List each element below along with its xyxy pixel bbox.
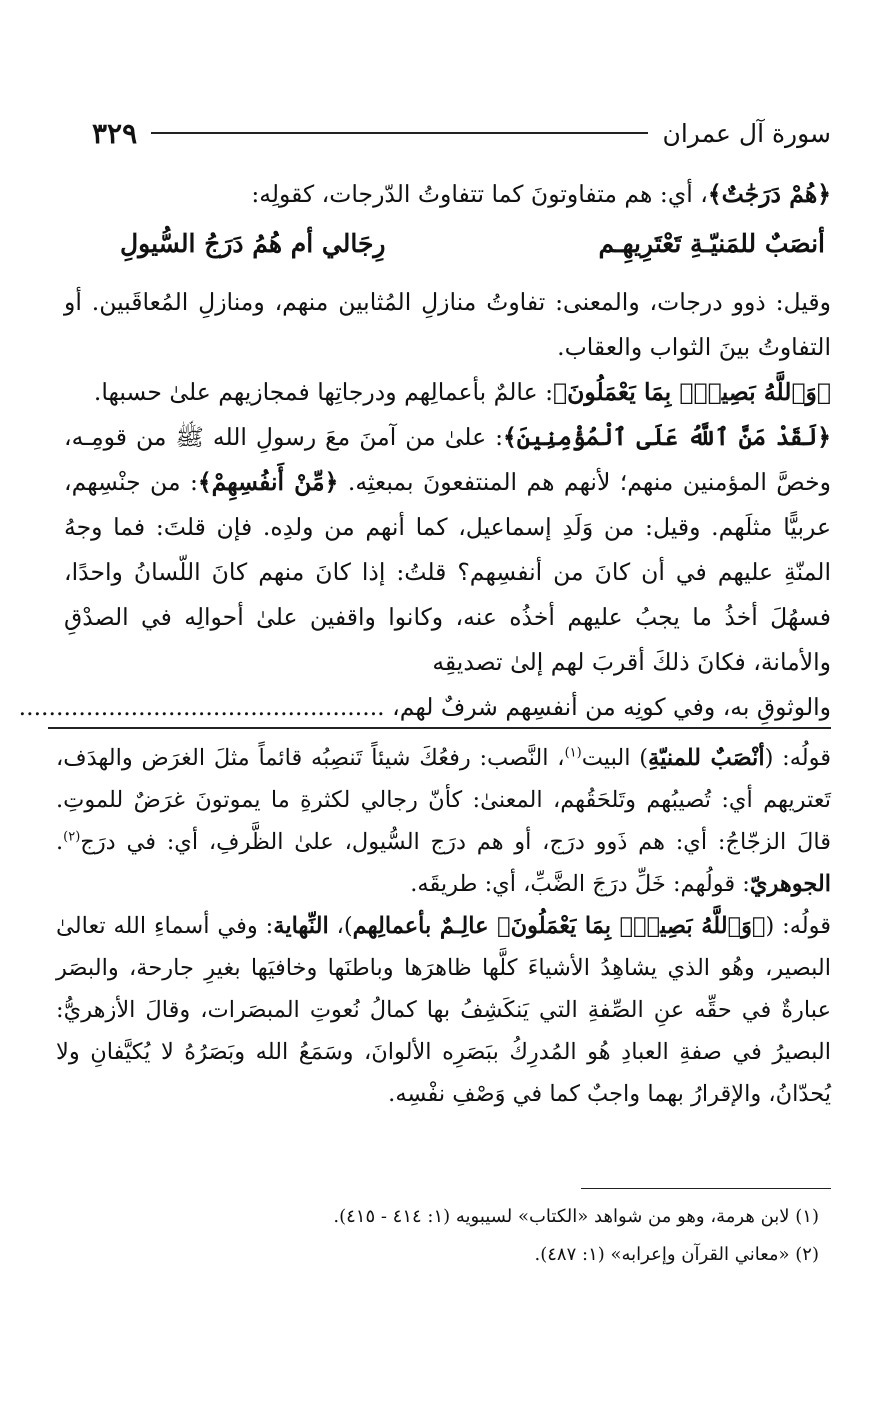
footnotes bbox=[60, 1198, 819, 1274]
commentary-lemma: ﴿وَٱللَّهُ بَصِيرٌۢ بِمَا يَعْمَلُونَ﴾ عالِـمٌ بأعمالِهم bbox=[352, 913, 766, 939]
commentary-text: )، bbox=[328, 913, 353, 939]
commentary-text: . bbox=[56, 829, 64, 855]
main-text bbox=[18, 172, 831, 730]
commentary-text: : وفي أسماءِ الله تعالىٰ البصير، وهُو الذي يشاهِدُ الأشياءَ كلَّها ظاهرَها وباطنَها وخافيَها بغيرِ جارحة، والبصَر عبارةٌ في حقِّه عنِ الصِّفةِ التي يَنكَشِفُ بها كمالُ نُعوتِ المبصَرات، وقالَ الأزهريُّ: البصيرُ في صفةِ العبادِ هُو المُدرِكُ ببَصَرِه الألوانَ، وسَمَعُ الله وبَصَرُهُ لا يُكيَّفانِ ولا يُحدّانُ، والإقرارُ بهما واجبٌ كما في وَصْفِ نفْسِه. bbox=[56, 913, 831, 1107]
main-text-span: ، أي: هم متفاوتونَ كما تتفاوتُ الدّرجات، كقولِه: bbox=[251, 180, 708, 208]
main-text-span: : عالمٌ بأعمالِهم ودرجاتِها فمجازيهم علىٰ حسبها. bbox=[93, 378, 554, 406]
main-text-span: : علىٰ من آمنَ معَ رسولِ الله ﷺ من قومِـه، وخصَّ المؤمنين منهم؛ لأنهم هم المنتفعونَ بمبعثِه. bbox=[64, 423, 831, 496]
footnote-rule bbox=[581, 1188, 831, 1189]
commentary-text: ) البيت bbox=[581, 745, 649, 771]
main-paragraph-5 bbox=[64, 415, 831, 685]
commentary-paragraph-1 bbox=[56, 737, 831, 905]
poetry-hemistich-right: أنصَبٌ للمَنيّـةِ تَعْتَرِيهِـم bbox=[598, 229, 825, 258]
footnote-ref-2[interactable]: (٢) bbox=[63, 829, 81, 845]
commentary-text: قولُه: ( bbox=[765, 913, 831, 939]
quran-verse: ﴿مِّنْ أَنفُسِهِمْ﴾ bbox=[197, 468, 339, 496]
main-paragraph-4 bbox=[64, 370, 831, 415]
poetry-verse bbox=[64, 217, 831, 280]
commentary-paragraph-2 bbox=[56, 905, 831, 1115]
poetry-hemistich-left: رِجَالي أم هُمُ دَرَجُ السُّيولِ bbox=[120, 229, 386, 258]
source-name: النِّهاية bbox=[273, 913, 329, 939]
continuation-line bbox=[18, 685, 831, 730]
footnote-ref-1[interactable]: (١) bbox=[564, 745, 582, 761]
page-number: ٣٢٩ bbox=[92, 116, 138, 150]
main-paragraph-1 bbox=[64, 172, 831, 217]
commentary-lemma: أنْصَبٌ للمنيّةِ bbox=[648, 745, 765, 771]
quran-verse: ﴿لَقَدْ مَنَّ ٱللَّهُ عَلَى ٱلْمُؤْمِنِينَ﴾ bbox=[503, 423, 831, 451]
main-text-span: : من جنْسِهم، عربيًّا مثلَهم. وقيل: من وَلَدِ إسماعيل، كما أنهم من ولدِه. فإن قلتَ: فما وجهُ المنّةِ عليهم في أن كانَ من أنفسِهم؟ قلتُ: إذا كانَ منهم كانَ اللّسانُ واحدًا، فسهُلَ أخذُ ما يجبُ عليهم أخذُه عنه، وكانوا واقفين علىٰ أحوالِه في الصدْقِ والأمانة، فكانَ ذلكَ أقربَ لهم إلىٰ تصديقِه bbox=[64, 468, 831, 676]
commentary-section bbox=[56, 737, 831, 1115]
continuation-dots: ................................................. bbox=[18, 693, 385, 721]
main-text-span: والوثوقِ به، وفي كونِه من أنفسِهم شرفٌ لهم، bbox=[392, 693, 831, 721]
quran-verse: ﴿هُمْ دَرَجَٰتٌ﴾ bbox=[707, 180, 831, 208]
footnote-2: (٢) «معاني القرآن وإعرابه» (١: ٤٨٧). bbox=[534, 1244, 819, 1265]
footnote-1: (١) لابن هرمة، وهو من شواهد «الكتاب» لسيبويه (١: ٤١٤ - ٤١٥). bbox=[333, 1206, 819, 1227]
commentary-text: ، النَّصب: رفعُكَ شيئاً تَنصِبُه قائماً مثلَ الغرَض والهدَف، تَعتريهم أي: تُصيبُهم وتَلحَقُهم، المعنىٰ: كأنّ رجالي لكثرةِ ما يموتونَ غرَضٌ للموتِ. قالَ الزجّاجُ: أي: هم ذَوو درَج، أو هم درَج السُّيول، علىٰ الظَّرفِ، أي: في درَج bbox=[56, 745, 831, 855]
commentary-text: قولُه: ( bbox=[764, 745, 832, 771]
main-paragraph-3: وقيل: ذوو درجات، والمعنى: تفاوتُ منازلِ المُثابين منهم، ومنازلِ المُعاقَبين. أو التفاوتُ بينَ الثواب والعقاب. bbox=[64, 288, 831, 361]
header-rule bbox=[151, 132, 648, 134]
source-name: الجوهريّ bbox=[749, 871, 831, 897]
quran-verse: ﴿وَٱللَّهُ بَصِيرٌۢ بِمَا يَعْمَلُونَ﴾ bbox=[553, 378, 831, 406]
surah-title: سورة آل عمران bbox=[662, 118, 831, 148]
page-header bbox=[92, 108, 831, 158]
separator-rule bbox=[48, 727, 831, 729]
commentary-text: : قولُهم: خَلِّ درَجَ الضَّبِّ، أي: طريقَه. bbox=[410, 871, 750, 897]
